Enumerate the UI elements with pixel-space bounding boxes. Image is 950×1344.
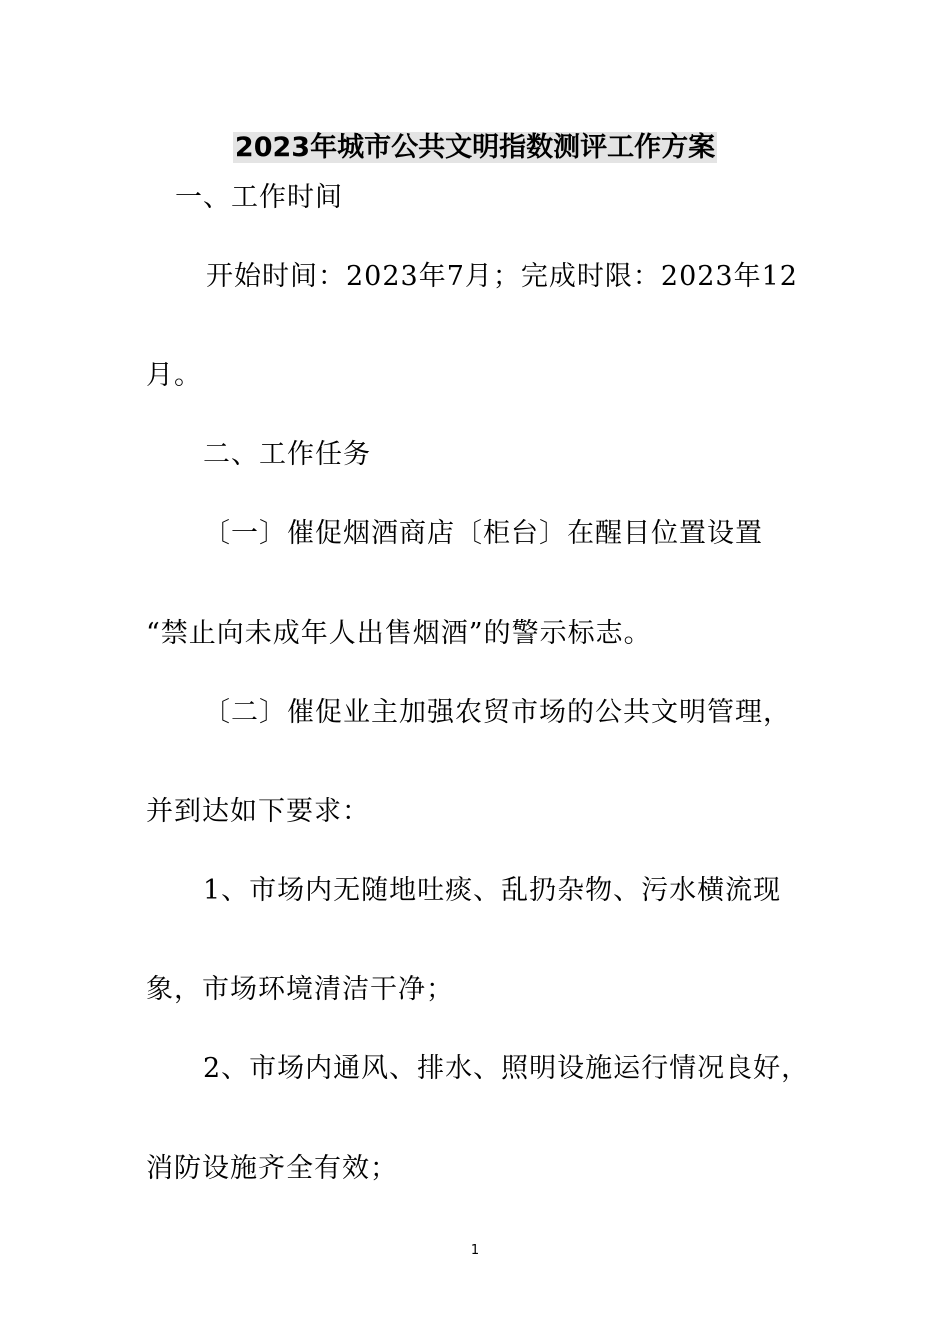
paragraph-line: 象，市场环境清洁干净；	[146, 974, 454, 1005]
section-heading-work-tasks: 二、工作任务	[203, 439, 371, 470]
paragraph-line: 〔一〕催促烟酒商店〔柜台〕在醒目位置设置	[203, 518, 763, 549]
section-heading-work-time: 一、工作时间	[175, 182, 343, 213]
paragraph-line: 〔二〕催促业主加强农贸市场的公共文明管理，	[203, 697, 791, 728]
paragraph-line: 1、市场内无随地吐痰、乱扔杂物、污水横流现	[203, 875, 782, 906]
paragraph-line: 开始时间：2023年7月；完成时限：2023年12	[206, 261, 798, 292]
paragraph-line: 2、市场内通风、排水、照明设施运行情况良好，	[203, 1053, 810, 1084]
paragraph-line: 并到达如下要求：	[146, 796, 370, 827]
paragraph-line: 消防设施齐全有效；	[146, 1153, 398, 1184]
paragraph-line: 月。	[146, 360, 202, 391]
document-title-text: 2023年城市公共文明指数测评工作方案	[234, 132, 716, 163]
paragraph-line: “禁止向未成年人出售烟酒”的警示标志。	[146, 618, 652, 649]
page-number: 1	[470, 1243, 480, 1258]
document-title	[0, 128, 950, 168]
